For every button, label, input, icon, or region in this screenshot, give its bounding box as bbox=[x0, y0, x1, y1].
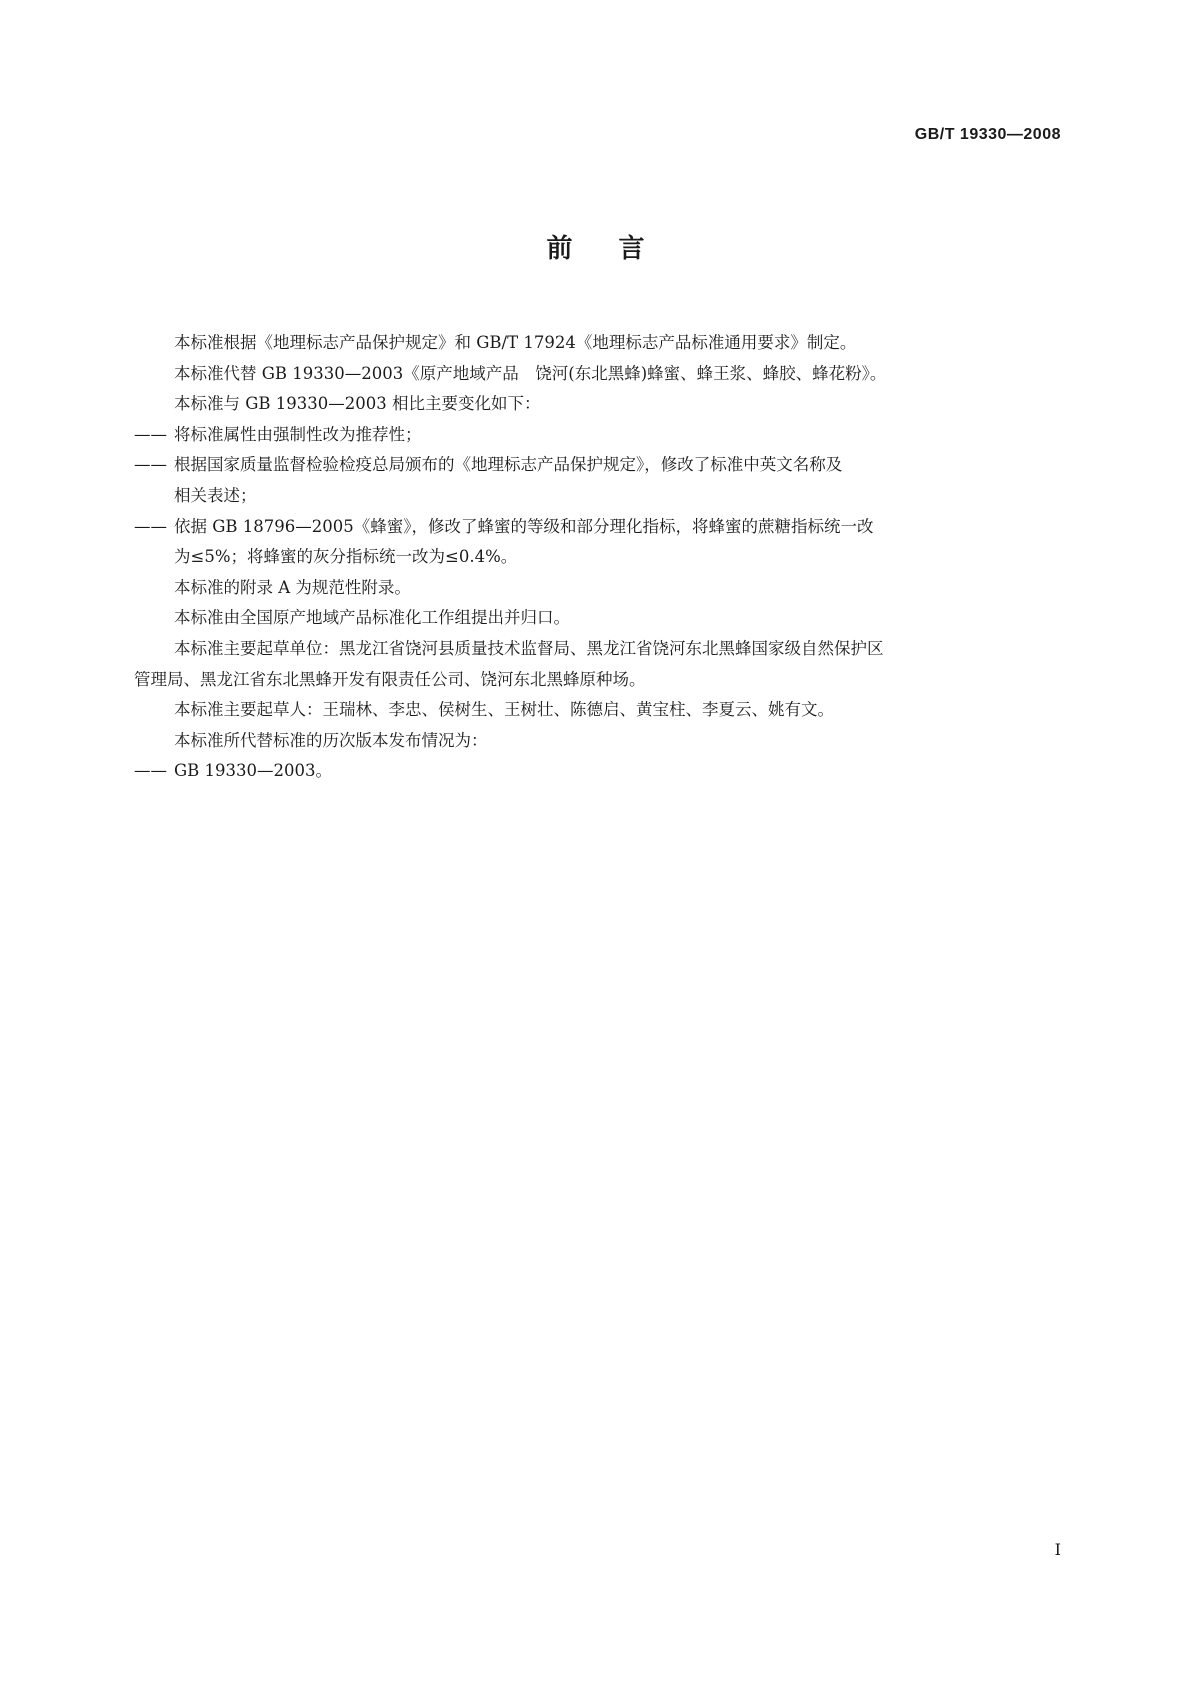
dash-mark: —— bbox=[134, 424, 167, 444]
change-item-3-line-1: 依据 GB 18796—2005《蜂蜜》，修改了蜂蜜的等级和部分理化指标，将蜂蜜的蔗糖指标统一改 bbox=[174, 516, 874, 536]
change-item-1 bbox=[134, 420, 1060, 451]
title-char-2: 言 bbox=[618, 234, 645, 264]
paragraph-annex: 本标准的附录 A 为规范性附录。 bbox=[174, 577, 411, 597]
title-char-1: 前 bbox=[546, 234, 573, 264]
paragraph-proposer: 本标准由全国原产地域产品标准化工作组提出并归口。 bbox=[174, 608, 570, 628]
history-item-1-text: GB 19330—2003。 bbox=[174, 761, 333, 781]
history-item-1 bbox=[134, 756, 1060, 787]
foreword-body bbox=[134, 328, 1060, 787]
standard-code: GB/T 19330—2008 bbox=[914, 126, 1061, 143]
page-number: I bbox=[1054, 1540, 1061, 1559]
change-item-3-line-2: 为≤5%；将蜂蜜的灰分指标统一改为≤0.4%。 bbox=[174, 547, 518, 567]
paragraph-drafting-units-line-1: 本标准主要起草单位：黑龙江省饶河县质量技术监督局、黑龙江省饶河东北黑蜂国家级自然保护区 bbox=[174, 638, 884, 658]
dash-mark: —— bbox=[134, 455, 167, 475]
dash-mark: —— bbox=[134, 761, 167, 781]
change-item-3 bbox=[134, 512, 1060, 543]
change-item-2-line-1: 根据国家质量监督检验检疫总局颁布的《地理标志产品保护规定》，修改了标准中英文名称及 bbox=[174, 455, 843, 475]
paragraph-replaces: 本标准代替 GB 19330—2003《原产地域产品 饶河(东北黑蜂)蜂蜜、蜂王浆、蜂胶、蜂花粉》。 bbox=[174, 363, 887, 383]
dash-mark: —— bbox=[134, 516, 167, 536]
change-item-1-text: 将标准属性由强制性改为推荐性； bbox=[174, 424, 422, 444]
page-title bbox=[0, 228, 1191, 265]
change-item-2-line-2: 相关表述； bbox=[174, 485, 257, 505]
paragraph-changes-intro: 本标准与 GB 19330—2003 相比主要变化如下： bbox=[174, 394, 541, 414]
paragraph-basis: 本标准根据《地理标志产品保护规定》和 GB/T 17924《地理标志产品标准通用要求》制定。 bbox=[174, 333, 857, 352]
paragraph-history-intro: 本标准所代替标准的历次版本发布情况为： bbox=[174, 730, 488, 750]
paragraph-drafting-units-line-2: 管理局、黑龙江省东北黑蜂开发有限责任公司、饶河东北黑蜂原种场。 bbox=[134, 669, 646, 689]
change-item-2 bbox=[134, 450, 1060, 481]
paragraph-drafters: 本标准主要起草人：王瑞林、李忠、侯树生、王树壮、陈德启、黄宝柱、李夏云、姚有文。 bbox=[174, 700, 834, 720]
